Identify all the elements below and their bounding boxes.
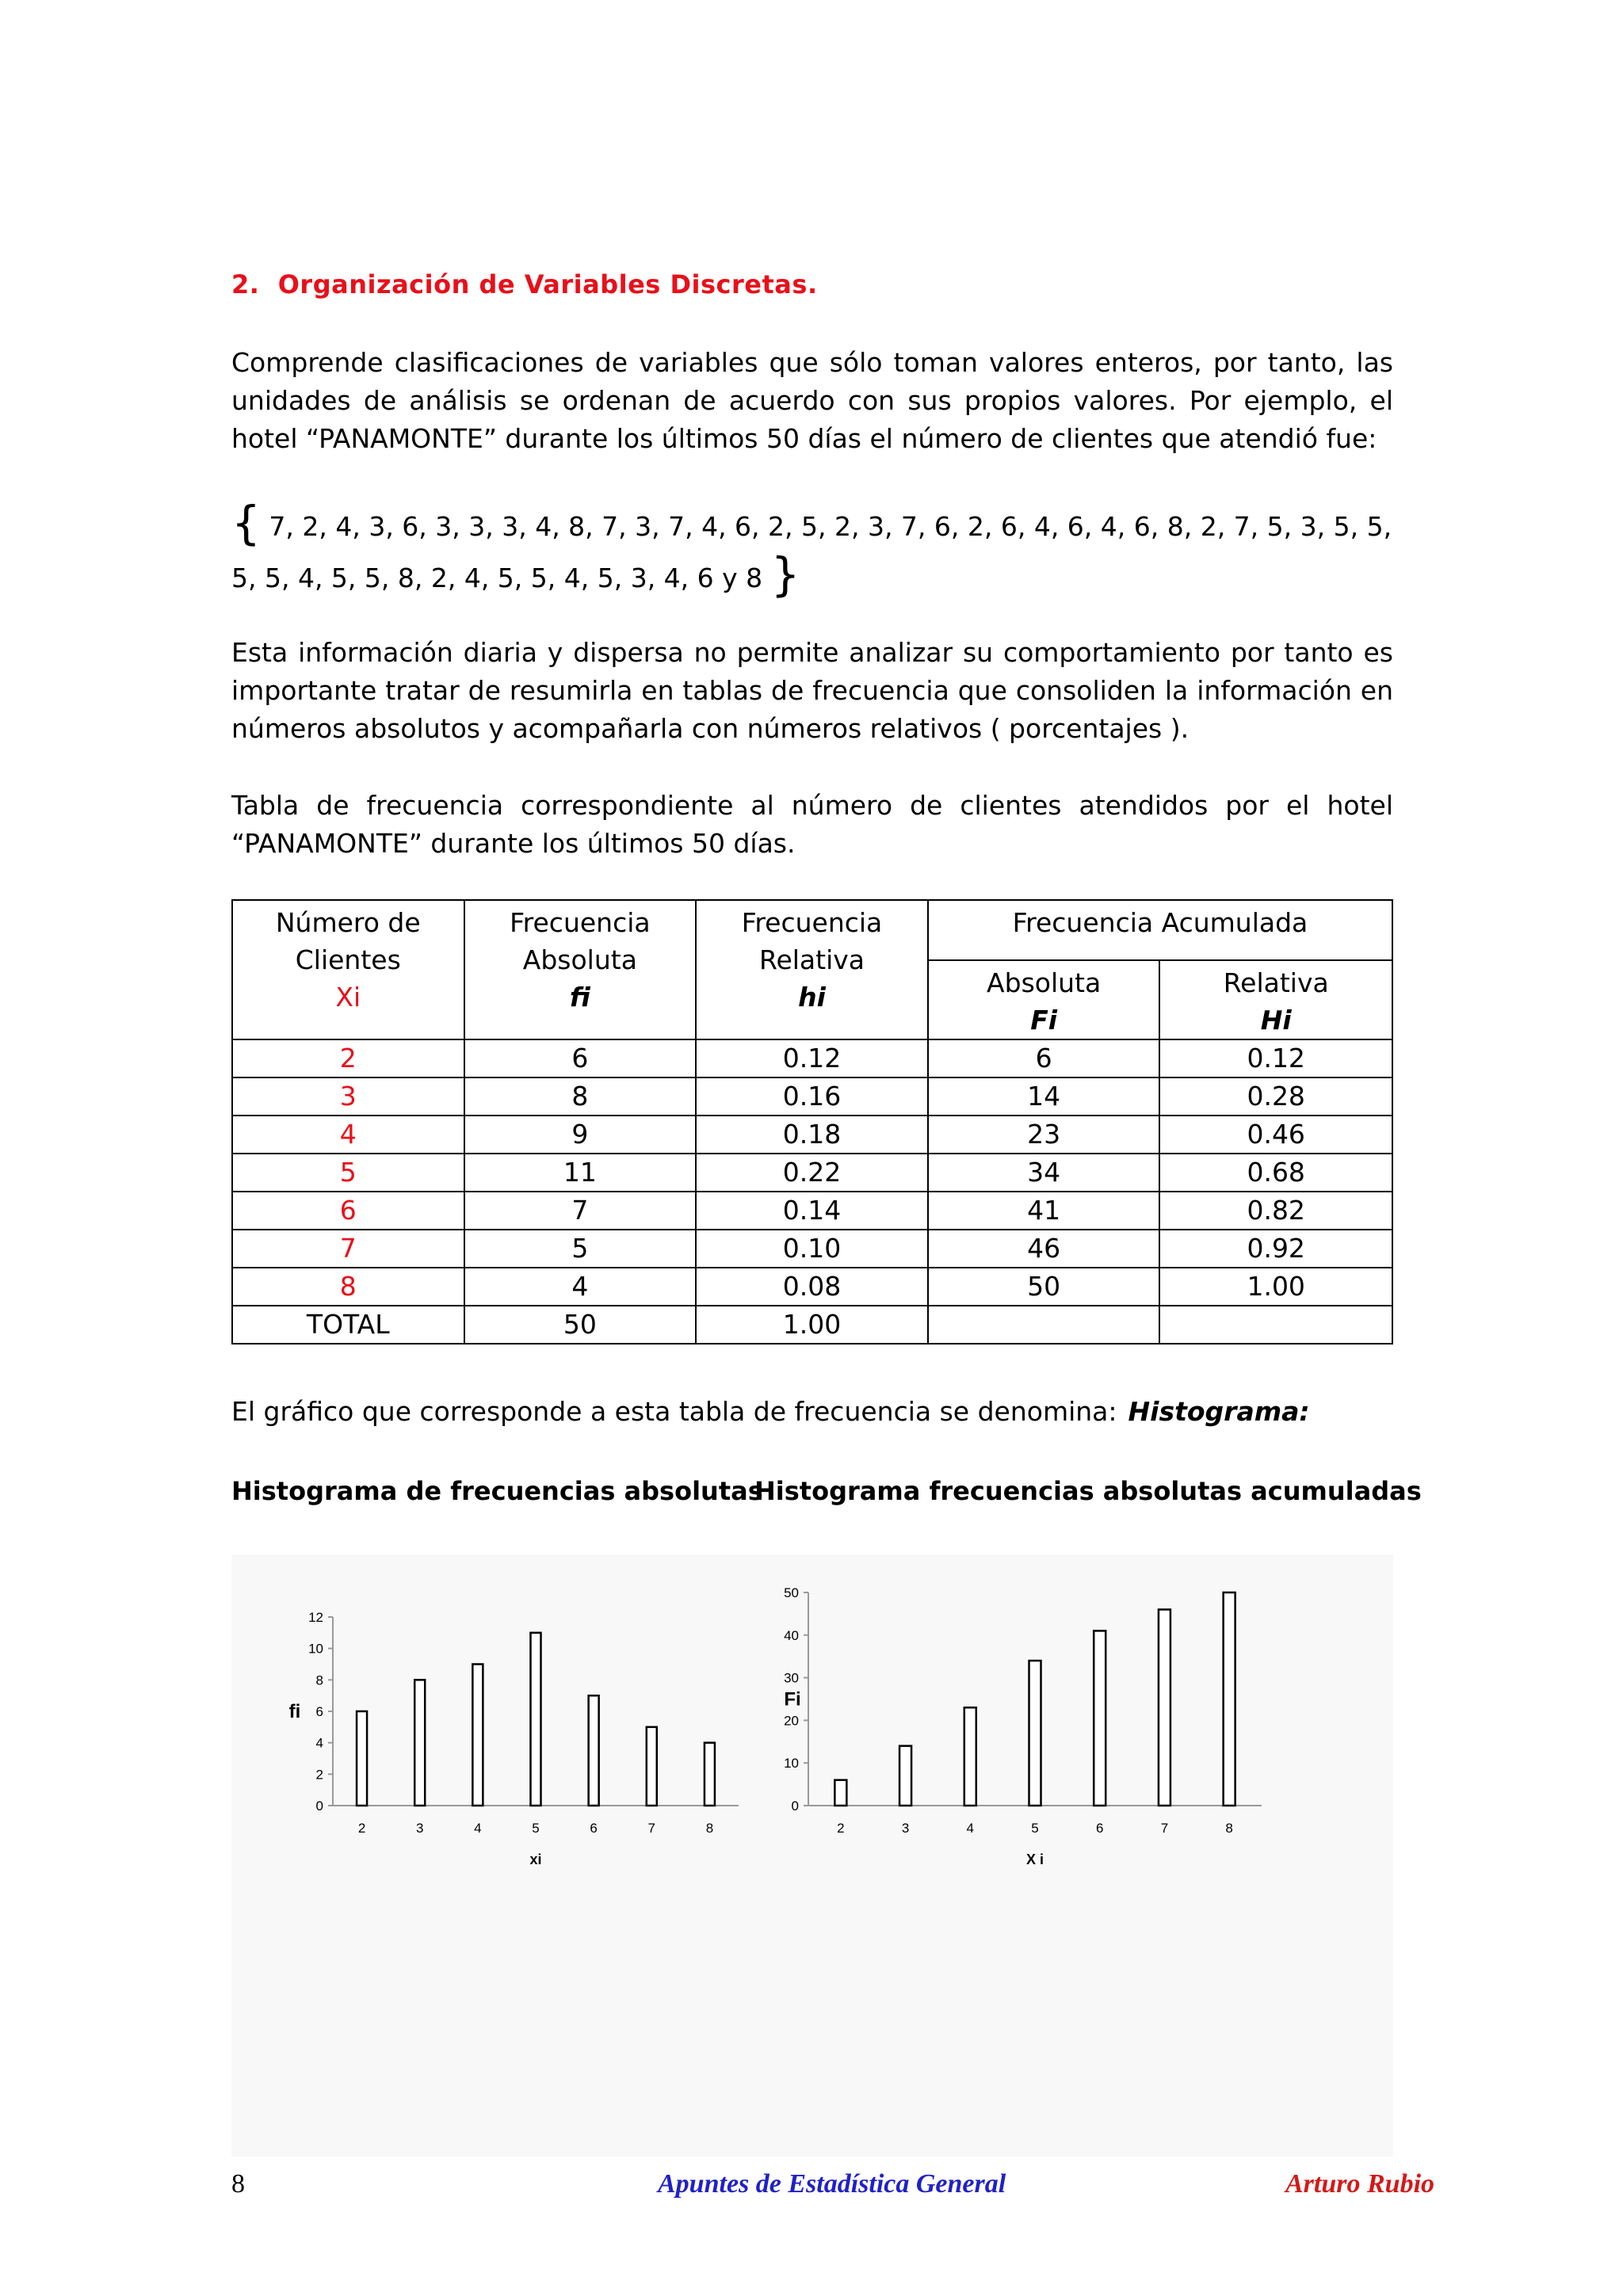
bar-3 xyxy=(899,1746,911,1806)
symbol-fi: fi xyxy=(569,982,590,1013)
table-total-row: TOTAL 50 1.00 xyxy=(232,1306,1392,1344)
bar-7 xyxy=(647,1727,657,1806)
header-acumulada-absoluta: Absoluta Fi xyxy=(928,960,1160,1039)
y-tick-label: 10 xyxy=(784,1756,799,1772)
symbol-Hi: Hi xyxy=(1260,1005,1292,1035)
y-tick-label: 0 xyxy=(315,1798,323,1814)
bar-8 xyxy=(705,1743,715,1806)
chart-title-left: Histograma de frecuencias absolutas xyxy=(231,1476,763,1506)
y-tick-label: 40 xyxy=(784,1627,799,1643)
x-tick-label: 7 xyxy=(1160,1821,1169,1836)
bar-8 xyxy=(1224,1592,1235,1806)
bar-5 xyxy=(531,1633,541,1806)
header-frecuencia-relativa: Frecuencia Relativa hi xyxy=(696,900,928,1039)
bar-6 xyxy=(1094,1630,1106,1806)
x-tick-label: 4 xyxy=(966,1821,975,1836)
frequency-table xyxy=(231,899,1393,1344)
data-set xyxy=(231,496,1404,602)
x-tick-label: 7 xyxy=(647,1821,656,1836)
y-tick-label: 30 xyxy=(784,1670,799,1686)
x-axis-label: xi xyxy=(529,1852,542,1867)
table-caption: Tabla de frecuencia correspondiente al número de clientes atendidos por el hotel “PANAMONTE” durante los últimos 50 días. xyxy=(231,790,1393,859)
y-tick-label: 12 xyxy=(308,1610,323,1625)
x-tick-label: 5 xyxy=(532,1821,540,1836)
header-acumulada-relativa: Relativa Hi xyxy=(1159,960,1392,1039)
bar-7 xyxy=(1159,1610,1170,1806)
y-tick-label: 10 xyxy=(308,1641,323,1657)
y-tick-label: 8 xyxy=(315,1672,323,1688)
section-title-text: Organización de Variables Discretas. xyxy=(277,269,818,299)
x-tick-label: 8 xyxy=(1225,1821,1233,1836)
x-tick-label: 2 xyxy=(357,1821,366,1836)
x-tick-label: 6 xyxy=(1095,1821,1104,1836)
x-axis-label: X i xyxy=(1025,1852,1044,1867)
footer-author: Arturo Rubio xyxy=(1285,2169,1435,2199)
table-row: 2 6 0.12 6 0.12 xyxy=(232,1039,1392,1077)
graph-name: Histograma: xyxy=(1128,1396,1310,1427)
table-row: 5 11 0.22 34 0.68 xyxy=(232,1154,1392,1192)
header-numero-clientes: Número de Clientes Xi xyxy=(232,900,464,1039)
table-row: 6 7 0.14 41 0.82 xyxy=(232,1192,1392,1230)
section-title xyxy=(231,269,818,299)
x-tick-label: 3 xyxy=(901,1821,910,1836)
y-axis-label: fi xyxy=(288,1701,301,1722)
table-row: 8 4 0.08 50 1.00 xyxy=(232,1268,1392,1306)
summary-paragraph: Esta información diaria y dispersa no permite analizar su comportamiento por tanto es importante tratar de resumirla en tablas de frecuencia que consoliden la información en números absolutos y acompañarla con números relativos ( porcentajes ). xyxy=(231,637,1393,744)
bar-4 xyxy=(472,1665,483,1806)
chart-title-right: Histograma frecuencias absolutas acumuladas xyxy=(754,1476,1422,1506)
data-values: 7, 2, 4, 3, 6, 3, 3, 3, 4, 8, 7, 3, 7, 4, 6, 2, 5, 2, 3, 7, 6, 2, 6, 4, 6, 4, 6, 8, 2, 7, 5, 3, 5, 5, 5, 5, 4, 5, 5, 8, 2, 4, 5, 5, 4, 5, 3, 4, 6 y 8 xyxy=(231,511,1392,593)
bar-4 xyxy=(964,1707,976,1806)
data-close-brace: } xyxy=(770,547,800,601)
y-axis-label: Fi xyxy=(784,1688,801,1711)
intro-paragraph: Comprende clasificaciones de variables que sólo toman valores enteros, por tanto, las unidades de análisis se ordenan de acuerdo con sus propios valores. Por ejemplo, el hotel “PANAMONTE” durante los últimos 50 días el número de clientes que atendió fue: xyxy=(231,347,1393,454)
header-frecuencia-acumulada: Frecuencia Acumulada xyxy=(928,900,1392,960)
x-tick-label: 6 xyxy=(590,1821,598,1836)
symbol-xi: Xi xyxy=(335,982,361,1013)
y-tick-label: 0 xyxy=(791,1798,799,1814)
y-tick-label: 20 xyxy=(784,1713,799,1729)
page-number: 8 xyxy=(231,2169,245,2199)
header-frecuencia-absoluta: Frecuencia Absoluta fi xyxy=(464,900,697,1039)
x-tick-label: 5 xyxy=(1031,1821,1039,1836)
x-tick-label: 8 xyxy=(705,1821,714,1836)
bar-3 xyxy=(414,1680,425,1806)
bar-6 xyxy=(589,1695,599,1806)
graph-caption: El gráfico que corresponde a esta tabla de frecuencia se denomina: Histograma: xyxy=(231,1396,1310,1427)
x-tick-label: 2 xyxy=(837,1821,845,1836)
x-tick-label: 4 xyxy=(474,1821,482,1836)
bar-2 xyxy=(834,1780,846,1806)
y-tick-label: 50 xyxy=(784,1585,799,1600)
symbol-hi: hi xyxy=(798,982,826,1013)
y-tick-label: 4 xyxy=(315,1735,323,1751)
table-row: 3 8 0.16 14 0.28 xyxy=(232,1077,1392,1116)
footer-book-title: Apuntes de Estadística General xyxy=(658,2169,1006,2199)
bar-5 xyxy=(1029,1661,1041,1806)
y-tick-label: 6 xyxy=(315,1704,323,1719)
table-row: 4 9 0.18 23 0.46 xyxy=(232,1116,1392,1154)
y-tick-label: 2 xyxy=(315,1767,323,1783)
histogram-absolute xyxy=(231,1554,770,1887)
symbol-Fi: Fi xyxy=(1030,1005,1058,1035)
histogram-cumulative xyxy=(770,1554,1373,1887)
bar-2 xyxy=(357,1711,367,1806)
table-row: 7 5 0.10 46 0.92 xyxy=(232,1230,1392,1268)
section-number: 2. xyxy=(231,269,260,299)
data-open-brace: { xyxy=(231,496,261,550)
x-tick-label: 3 xyxy=(415,1821,424,1836)
charts-panel xyxy=(231,1554,1393,2157)
